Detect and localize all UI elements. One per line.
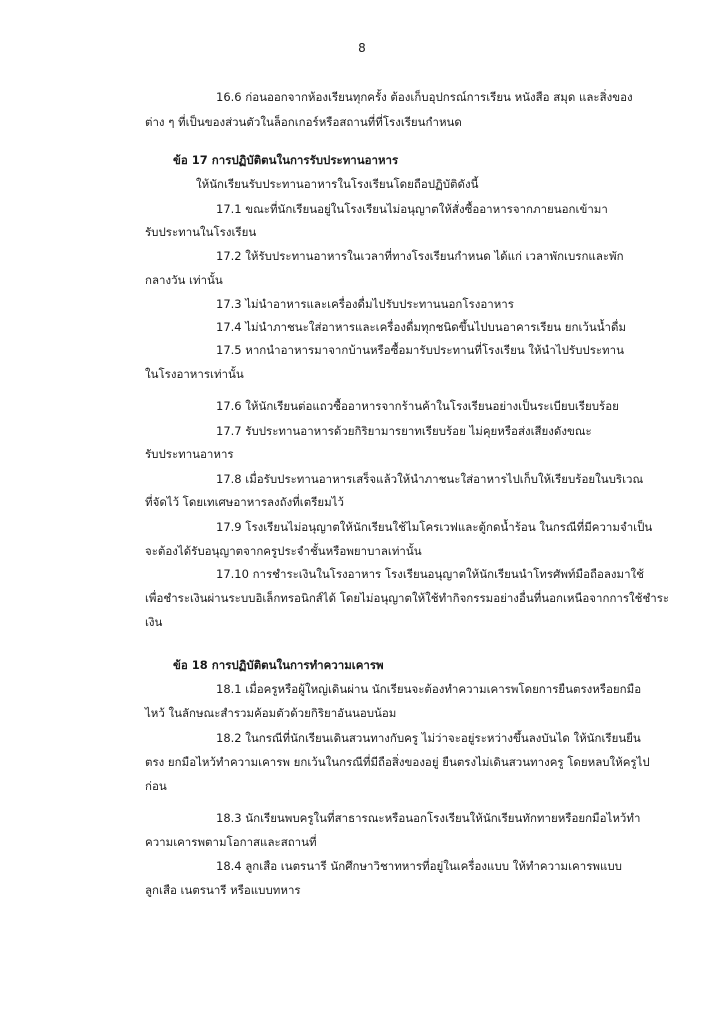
paragraph-18-3-line-1: 18.3 นักเรียนพบครูในที่สาธารณะหรือนอกโรงเรียนให้นักเรียนทักทายหรือยกมือไหว้ทำ [216, 811, 641, 825]
paragraph-17-1-line-2: รับประทานในโรงเรียน [145, 225, 257, 239]
section-17-heading: ข้อ 17 การปฏิบัติตนในการรับประทานอาหาร [173, 153, 399, 167]
page-number: 8 [358, 41, 366, 55]
paragraph-17-4: 17.4 ไม่นำภาชนะใส่อาหารและเครื่องดื่มทุกชนิดขึ้นไปบนอาคารเรียน ยกเว้นน้ำดื่ม [216, 320, 627, 334]
paragraph-18-3-line-2: ความเคารพตามโอกาสและสถานที่ [145, 835, 317, 849]
paragraph-17-5-line-2: ในโรงอาหารเท่านั้น [145, 367, 244, 381]
paragraph-17-10-line-3: เงิน [145, 615, 163, 629]
paragraph-17-6: 17.6 ให้นักเรียนต่อแถวซื้ออาหารจากร้านค้าในโรงเรียนอย่างเป็นระเบียบเรียบร้อย [216, 399, 619, 413]
paragraph-17-3: 17.3 ไม่นำอาหารและเครื่องดื่มไปรับประทานนอกโรงอาหาร [216, 297, 514, 311]
paragraph-18-1-line-2: ไหว้ ในลักษณะสำรวมค้อมตัวด้วยกิริยาอันนอบน้อม [145, 706, 397, 720]
paragraph-18-4-line-2: ลูกเสือ เนตรนารี หรือแบบทหาร [145, 883, 301, 897]
paragraph-16-6-line-1: 16.6 ก่อนออกจากห้องเรียนทุกครั้ง ต้องเก็บอุปกรณ์การเรียน หนังสือ สมุด และสิ่งของ [216, 90, 633, 104]
paragraph-17-9-line-2: จะต้องได้รับอนุญาตจากครูประจำชั้นหรือพยาบาลเท่านั้น [145, 544, 422, 558]
paragraph-18-2-line-2: ตรง ยกมือไหว้ทำความเคารพ ยกเว้นในกรณีที่มีถือสิ่งของอยู่ ยืนตรงไม่เดินสวนทางครู โดยหลบให้ครูไป [145, 755, 650, 769]
section-17-intro: ให้นักเรียนรับประทานอาหารในโรงเรียนโดยถือปฏิบัติดังนี้ [196, 177, 479, 191]
paragraph-18-2-line-3: ก่อน [145, 779, 167, 793]
paragraph-18-2-line-1: 18.2 ในกรณีที่นักเรียนเดินสวนทางกับครู ไม่ว่าจะอยู่ระหว่างขึ้นลงบันได ให้นักเรียนยืน [216, 731, 641, 745]
paragraph-18-1-line-1: 18.1 เมื่อครูหรือผู้ใหญ่เดินผ่าน นักเรียนจะต้องทำความเคารพโดยการยืนตรงหรือยกมือ [216, 682, 642, 696]
paragraph-17-10-line-1: 17.10 การชำระเงินในโรงอาหาร โรงเรียนอนุญาตให้นักเรียนนำโทรศัพท์มือถือลงมาใช้ [216, 567, 644, 581]
paragraph-17-10-line-2: เพื่อชำระเงินผ่านระบบอิเล็กทรอนิกส์ได้ โดยไม่อนุญาตให้ใช้ทำกิจกรรมอย่างอื่นที่นอกเหนือจากการใช้ชำระ [145, 591, 670, 605]
paragraph-17-9-line-1: 17.9 โรงเรียนไม่อนุญาตให้นักเรียนใช้ไมโครเวฟและตู้กดน้ำร้อน ในกรณีที่มีความจำเป็น [216, 520, 653, 534]
paragraph-17-8-line-1: 17.8 เมื่อรับประทานอาหารเสร็จแล้วให้นำภาชนะใส่อาหารไปเก็บให้เรียบร้อยในบริเวณ [216, 472, 644, 486]
paragraph-17-7-line-1: 17.7 รับประทานอาหารด้วยกิริยามารยาทเรียบร้อย ไม่คุยหรือส่งเสียงดังขณะ [216, 424, 592, 438]
paragraph-17-2-line-1: 17.2 ให้รับประทานอาหารในเวลาที่ทางโรงเรียนกำหนด ได้แก่ เวลาพักเบรกและพัก [216, 249, 624, 263]
paragraph-17-1-line-1: 17.1 ขณะที่นักเรียนอยู่ในโรงเรียนไม่อนุญาตให้สั่งซื้ออาหารจากภายนอกเข้ามา [216, 202, 608, 216]
paragraph-18-4-line-1: 18.4 ลูกเสือ เนตรนารี นักศึกษาวิชาทหารที่อยู่ในเครื่องแบบ ให้ทำความเคารพแบบ [216, 859, 622, 873]
paragraph-17-7-line-2: รับประทานอาหาร [145, 447, 234, 461]
paragraph-16-6-line-2: ต่าง ๆ ที่เป็นของส่วนตัวในล็อกเกอร์หรือสถานที่ที่โรงเรียนกำหนด [145, 115, 462, 129]
paragraph-17-8-line-2: ที่จัดไว้ โดยเทเศษอาหารลงถังที่เตรียมไว้ [145, 495, 344, 509]
paragraph-17-5-line-1: 17.5 หากนำอาหารมาจากบ้านหรือซื้อมารับประทานที่โรงเรียน ให้นำไปรับประทาน [216, 343, 624, 357]
section-18-heading: ข้อ 18 การปฏิบัติตนในการทำความเคารพ [173, 658, 384, 672]
paragraph-17-2-line-2: กลางวัน เท่านั้น [145, 273, 223, 287]
